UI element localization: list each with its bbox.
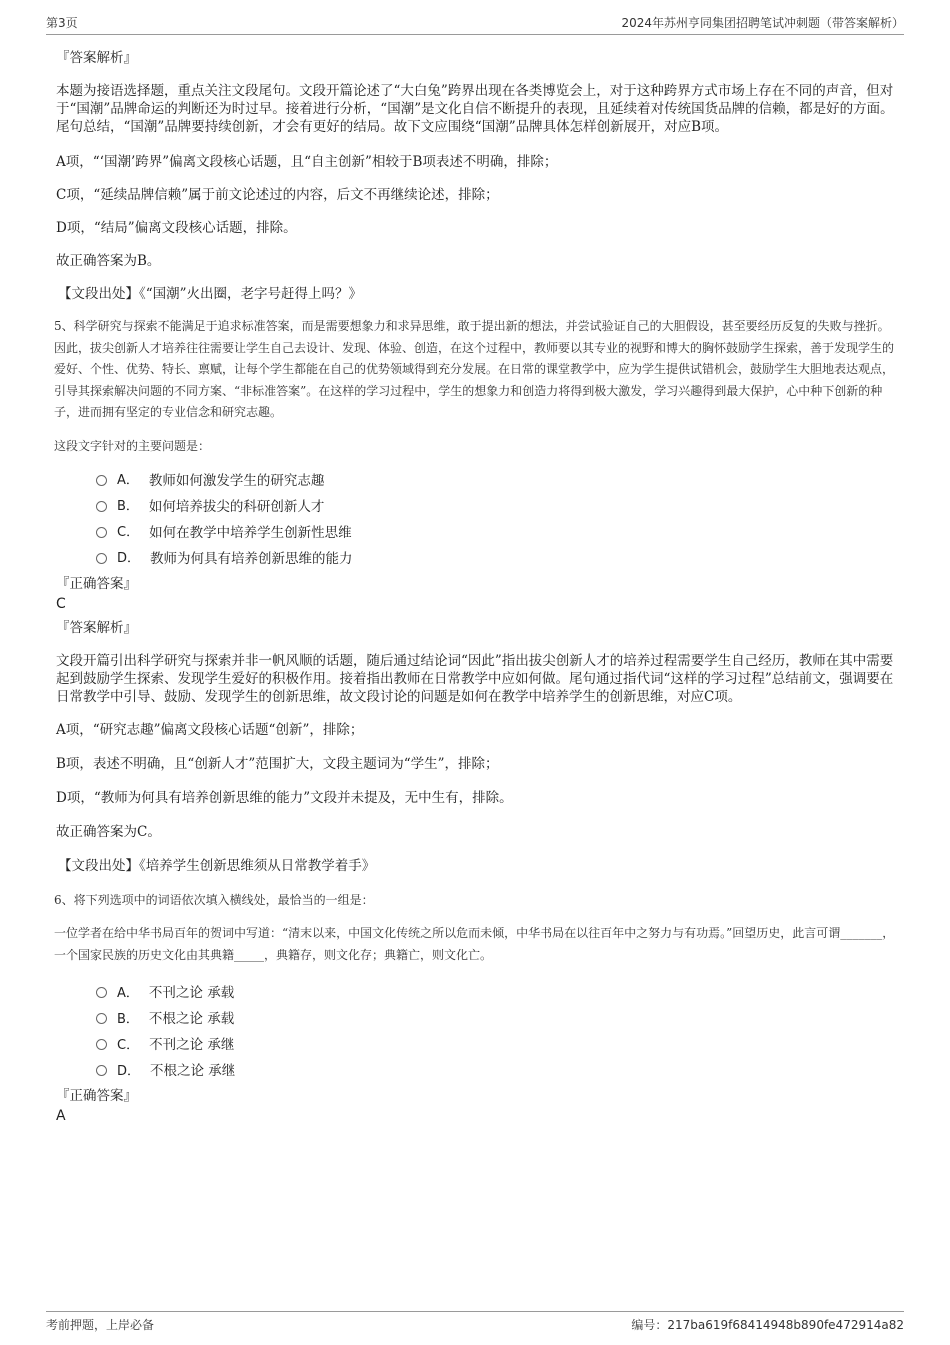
page-content <box>56 44 896 1126</box>
q4-analysis-label: 『答案解析』 <box>56 50 137 66</box>
page-number: 第3页 <box>46 16 78 30</box>
option-text: 如何在教学中培养学生创新性思维 <box>149 524 352 541</box>
q5-analysis-line-b: B项，表述不明确，且“创新人才”范围扩大，文段主题词为“学生”，排除； <box>56 755 499 772</box>
option-letter: B． <box>117 499 139 514</box>
q6-question: 6、将下列选项中的词语依次填入横线处，最恰当的一组是： <box>54 892 374 907</box>
q5-analysis-label: 『答案解析』 <box>56 619 137 636</box>
radio-button[interactable] <box>96 987 107 998</box>
radio-button[interactable] <box>96 1013 107 1024</box>
page-footer <box>46 1311 904 1336</box>
radio-button[interactable] <box>96 501 107 512</box>
radio-button[interactable] <box>96 527 107 538</box>
q5-answer-label: 『正确答案』 <box>56 575 137 592</box>
option-text: 不根之论 承载 <box>148 1011 235 1027</box>
document-title: 2024年苏州亨同集团招聘笔试冲刺题（带答案解析） <box>621 16 904 30</box>
option-text: 不刊之论 承载 <box>148 985 235 1001</box>
option-text: 不根之论 承继 <box>150 1063 236 1079</box>
q6-option-b[interactable] <box>96 1004 896 1030</box>
radio-button[interactable] <box>96 1039 107 1050</box>
q5-options <box>96 466 896 570</box>
option-letter: A． <box>117 985 139 1001</box>
option-letter: C． <box>117 525 140 540</box>
q5-prompt: 这段文字针对的主要问题是： <box>54 438 211 453</box>
q6-options <box>96 978 896 1082</box>
option-letter: B． <box>117 1011 139 1027</box>
radio-button[interactable] <box>96 553 107 564</box>
footer-slogan: 考前押题，上岸必备 <box>46 1318 155 1332</box>
q5-analysis-text: 文段开篇引出科学研究与探索并非一帆风顺的话题，随后通过结论词“因此”指出拔尖创新人才的培养过程需要学生自己经历，教师在其中需要起到鼓励学生探索、发现学生爱好的积极作用。接着指出教师在日常教学中应如何做。尾句通过指代词“这样的学习过程”总结前文，强调要在日常教学中引导、鼓励、发现学生的创新思维，故文段讨论的问题是如何在教学中培养学生的创新思维，对应C项。 <box>56 652 894 705</box>
radio-button[interactable] <box>96 1065 107 1076</box>
q5-source: 【文段出处】《培养学生创新思维须从日常教学着手》 <box>58 857 376 874</box>
q5-option-c[interactable] <box>96 518 896 544</box>
radio-button[interactable] <box>96 475 107 486</box>
q4-analysis-text: 本题为接语选择题，重点关注文段尾句。文段开篇论述了“大白兔”跨界出现在各类博览会上，对于这种跨界方式市场上存在不同的声音，但对于“国潮”品牌命运的判断还为时过早。接着进行分析，“国潮”是文化自信不断提升的表现，且延续着对传统国货品牌的信赖，都是好的方面。尾句总结，“国潮”品牌要持续创新，才会有更好的结局。故下文应围绕“国潮”品牌具体怎样创新展开，对应B项。 <box>56 83 894 135</box>
option-letter: D． <box>117 551 141 566</box>
q6-option-c[interactable] <box>96 1030 896 1056</box>
option-letter: A． <box>117 473 139 488</box>
page-header <box>46 14 904 35</box>
q5-conclusion: 故正确答案为C。 <box>56 823 161 840</box>
option-text: 教师为何具有培养创新思维的能力 <box>150 550 353 567</box>
q5-analysis-line-a: A项，“研究志趣”偏离文段核心话题“创新”，排除； <box>56 721 364 738</box>
document-serial: 编号：217ba619f68414948b890fe472914a82 <box>631 1318 904 1332</box>
q6-passage: 一位学者在给中华书局百年的贺词中写道：“清末以来，中国文化传统之所以危而未倾，中华书局在以往百年中之努力与有功焉。”回望历史，此言可谓_______，一个国家民族的历史文化由其典籍_____，典籍存，则文化存；典籍亡，则文化亡。 <box>54 926 895 962</box>
option-text: 教师如何激发学生的研究志趣 <box>148 472 325 489</box>
q4-analysis-line-c: C项，“延续品牌信赖”属于前文论述过的内容，后文不再继续论述，排除； <box>56 187 499 203</box>
q4-source: 【文段出处】《“国潮”火出圈，老字号赶得上吗？》 <box>58 286 363 302</box>
q4-conclusion: 故正确答案为B。 <box>56 253 161 269</box>
q5-question: 5、科学研究与探索不能满足于追求标准答案，而是需要想象力和求异思维，敢于提出新的想法，并尝试验证自己的大胆假设，甚至要经历反复的失败与挫折。因此，拔尖创新人才培养往往需要让学生自己去设计、发现、体验、创造，在这个过程中，教师要以其专业的视野和博大的胸怀鼓励学生探索，善于发现学生的爱好、个性、优势、特长、禀赋，让每个学生都能在自己的优势领域得到充分发展。在日常的课堂教学中，应为学生提供试错机会，鼓励学生大胆地表达观点，引导其探索解决问题的不同方案、“非标准答案”。在这样的学习过程中，学生的想象力和创造力将得到极大激发，学习兴趣得到最大保护，心中种下创新的种子，进而拥有坚定的专业信念和研究志趣。 <box>54 319 895 419</box>
q4-analysis-line-a: A项，“‘国潮’跨界”偏离文段核心话题，且“自主创新”相较于B项表述不明确，排除； <box>56 154 558 170</box>
option-text: 如何培养拔尖的科研创新人才 <box>148 498 325 515</box>
q4-analysis-line-d: D项，“结局”偏离文段核心话题，排除。 <box>56 220 297 236</box>
option-letter: D． <box>117 1063 141 1079</box>
q6-answer-label: 『正确答案』 <box>56 1088 137 1104</box>
q5-answer-value: C <box>56 595 66 612</box>
q5-analysis-line-d: D项，“教师为何具有培养创新思维的能力”文段并未提及，无中生有，排除。 <box>56 789 513 806</box>
q6-option-a[interactable] <box>96 978 896 1004</box>
q5-option-b[interactable] <box>96 492 896 518</box>
q6-answer-value: A <box>56 1108 66 1124</box>
q6-option-d[interactable] <box>96 1056 896 1082</box>
option-letter: C． <box>117 1037 140 1053</box>
q5-option-d[interactable] <box>96 544 896 570</box>
option-text: 不刊之论 承继 <box>149 1037 235 1053</box>
q5-option-a[interactable] <box>96 466 896 492</box>
